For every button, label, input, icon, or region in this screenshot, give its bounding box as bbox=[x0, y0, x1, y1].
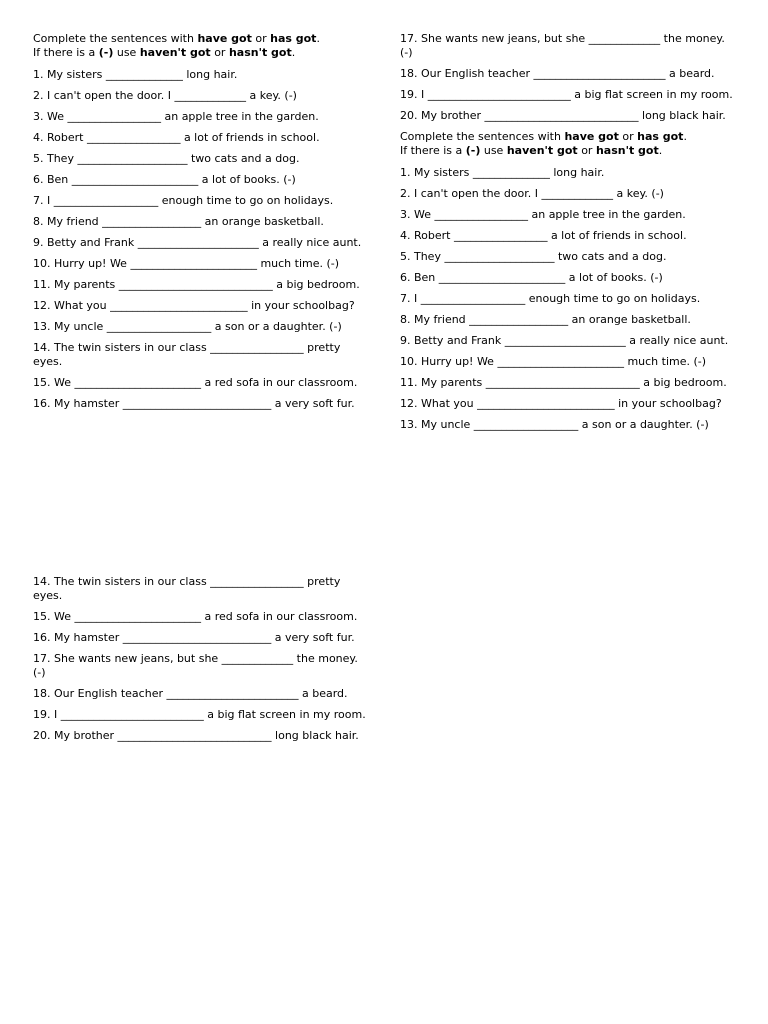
exercise-item: 16. My hamster ___________________________ a very soft fur. bbox=[33, 397, 355, 410]
exercise-item: 16. My hamster ___________________________ a very soft fur. bbox=[33, 631, 355, 644]
exercise-item: 19. I __________________________ a big flat screen in my room. bbox=[400, 88, 733, 101]
exercise-item: 1. My sisters ______________ long hair. bbox=[33, 68, 238, 81]
exercise-item: 17. She wants new jeans, but she _____________ the money. (-) bbox=[33, 652, 358, 679]
exercise-item: 12. What you _________________________ in your schoolbag? bbox=[400, 397, 722, 410]
exercise-item: 9. Betty and Frank ______________________ a really nice aunt. bbox=[33, 236, 362, 249]
exercise-item: 13. My uncle ___________________ a son or a daughter. (-) bbox=[400, 418, 709, 431]
exercise-item: 17. She wants new jeans, but she _____________ the money. (-) bbox=[400, 32, 725, 59]
exercise-item: 13. My uncle ___________________ a son or a daughter. (-) bbox=[33, 320, 342, 333]
exercise-item: 19. I __________________________ a big flat screen in my room. bbox=[33, 708, 366, 721]
instruction-line-1: Complete the sentences with have got or has got. bbox=[400, 130, 687, 143]
exercise-item: 10. Hurry up! We _______________________ much time. (-) bbox=[33, 257, 340, 270]
instructions bbox=[33, 32, 373, 60]
exercise-item: 14. The twin sisters in our class _________________ pretty eyes. bbox=[33, 341, 341, 368]
left-column bbox=[33, 32, 373, 418]
exercise-item: 5. They ____________________ two cats and a dog. bbox=[33, 152, 300, 165]
exercise-item: 18. Our English teacher ________________________ a beard. bbox=[400, 67, 715, 80]
instruction-line-1: Complete the sentences with have got or has got. bbox=[33, 32, 320, 45]
exercise-item: 20. My brother ____________________________ long black hair. bbox=[400, 109, 726, 122]
exercise-item: 8. My friend __________________ an orange basketball. bbox=[33, 215, 324, 228]
exercise-item: 15. We _______________________ a red sofa in our classroom. bbox=[33, 610, 358, 623]
exercise-item: 3. We _________________ an apple tree in the garden. bbox=[400, 208, 686, 221]
exercise-item: 11. My parents ____________________________ a big bedroom. bbox=[400, 376, 727, 389]
right-column bbox=[400, 32, 740, 439]
exercise-item: 6. Ben _______________________ a lot of books. (-) bbox=[33, 173, 296, 186]
exercise-item: 4. Robert _________________ a lot of friends in school. bbox=[400, 229, 687, 242]
exercise-item: 7. I ___________________ enough time to go on holidays. bbox=[400, 292, 701, 305]
exercise-item: 2. I can't open the door. I _____________ a key. (-) bbox=[33, 89, 297, 102]
exercise-item: 20. My brother ____________________________ long black hair. bbox=[33, 729, 359, 742]
exercise-item: 5. They ____________________ two cats and a dog. bbox=[400, 250, 667, 263]
exercise-item: 11. My parents ____________________________ a big bedroom. bbox=[33, 278, 360, 291]
exercise-item: 18. Our English teacher ________________________ a beard. bbox=[33, 687, 348, 700]
exercise-item: 3. We _________________ an apple tree in the garden. bbox=[33, 110, 319, 123]
exercise-item: 4. Robert _________________ a lot of friends in school. bbox=[33, 131, 320, 144]
exercise-item: 14. The twin sisters in our class _________________ pretty eyes. bbox=[33, 575, 341, 602]
exercise-item: 1. My sisters ______________ long hair. bbox=[400, 166, 605, 179]
exercise-item: 7. I ___________________ enough time to go on holidays. bbox=[33, 194, 334, 207]
instruction-line-2: If there is a (-) use haven't got or hasn't got. bbox=[33, 46, 296, 59]
exercise-item: 8. My friend __________________ an orange basketball. bbox=[400, 313, 691, 326]
exercise-item: 10. Hurry up! We _______________________ much time. (-) bbox=[400, 355, 707, 368]
exercise-item: 6. Ben _______________________ a lot of books. (-) bbox=[400, 271, 663, 284]
exercise-item: 12. What you _________________________ in your schoolbag? bbox=[33, 299, 355, 312]
exercise-item: 2. I can't open the door. I _____________ a key. (-) bbox=[400, 187, 664, 200]
exercise-item: 9. Betty and Frank ______________________ a really nice aunt. bbox=[400, 334, 729, 347]
instruction-line-2: If there is a (-) use haven't got or hasn't got. bbox=[400, 144, 663, 157]
instructions-repeat bbox=[400, 130, 740, 158]
bottom-left-column bbox=[33, 575, 373, 750]
exercise-item: 15. We _______________________ a red sofa in our classroom. bbox=[33, 376, 358, 389]
